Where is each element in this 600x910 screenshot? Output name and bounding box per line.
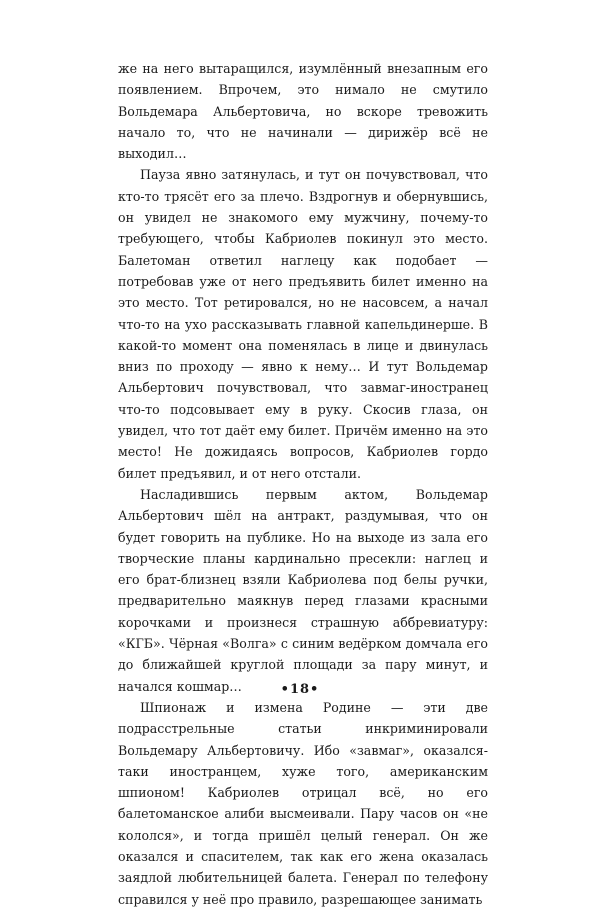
page-number: •18•	[280, 682, 320, 697]
paragraph: Шпионаж и измена Родине — эти две подрасстрельные статьи инкриминировали Вольдемару Альбертовичу. Ибо «завмаг», оказался-таки иностранцем, хуже того, американским шпионом! Кабриолев отрицал всё, но его балетоманское алиби высмеивали. Пару часов он «не кололся», и тогда пришёл целый генерал. Он же оказался и спасителем, так как его жена оказалась заядлой любительницей балета. Генерал по телефону справился у неё про правило, разрешающее занимать	[118, 699, 488, 907]
body-text	[118, 58, 488, 910]
paragraph: же на него вытаращился, изумлённый внезапным его появлением. Впрочем, это нимало не смутило Вольдемара Альбертовича, но вскоре тревожить начало то, что не начинали — дирижёр всё не выходил…	[118, 61, 488, 162]
paragraph: Насладившись первым актом, Вольдемар Альбертович шёл на антракт, раздумывая, что он будет говорить на публике. Но на выходе из зала его творческие планы кардинально пресекли: наглец и его брат-близнец взяли Кабриолева под белы ручки, предварительно маякнув перед глазами красными корочками и произнеся страшную аббревиатуру: «КГБ». Чёрная «Волга» с синим ведёрком домчала его до ближайшей круглой площади за пару минут, и начался кошмар…	[118, 486, 488, 694]
paragraph: Пауза явно затянулась, и тут он почувствовал, что кто-то трясёт его за плечо. Вздрогнув и обернувшись, он увидел не знакомого ему мужчину, почему-то требующего, чтобы Кабриолев покинул это место. Балетоман ответил наглецу как подобает — потребовав уже от него предъявить билет именно на это место. Тот ретировался, но не насовсем, а начал что-то на ухо рассказывать главной капельдинерше. В какой-то момент она поменялась в лице и двинулась вниз по проходу — явно к нему… И тут Вольдемар Альбертович почувствовал, что завмаг-иностранец что-то подсовывает ему в руку. Скосив глаза, он увидел, что тот даёт ему билет. Причём именно на это место! Не дожидаясь вопросов, Кабриолев гордо билет предъявил, и от него отстали.	[118, 167, 488, 481]
